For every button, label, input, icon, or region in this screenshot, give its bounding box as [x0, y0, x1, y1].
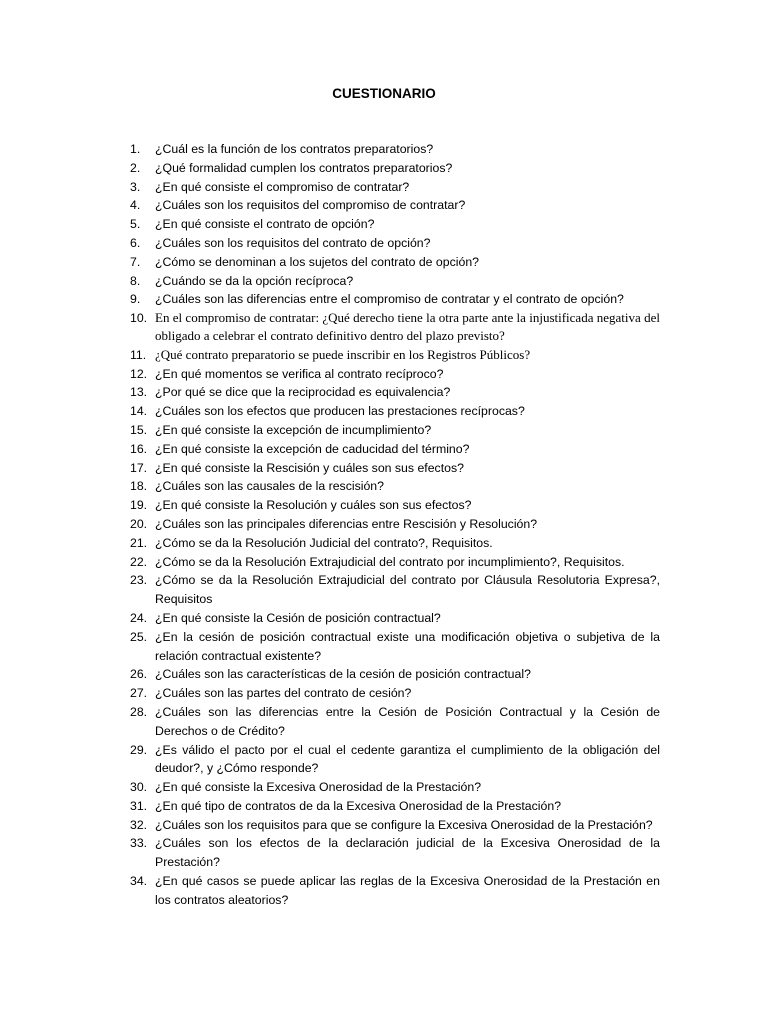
question-item: [130, 253, 660, 272]
question-item: [130, 140, 660, 159]
question-number: 5.: [130, 217, 141, 232]
question-number: 27.: [130, 686, 148, 701]
question-text: ¿Cuáles son las características de la cesión de posición contractual?: [155, 667, 531, 682]
question-item: [130, 665, 660, 684]
question-item: [130, 741, 660, 779]
question-text: ¿Cuáles son las diferencias entre la Cesión de Posición Contractual y la Cesión de Derechos o de Crédito?: [155, 704, 660, 738]
question-item: [130, 440, 660, 459]
question-list: [130, 140, 660, 910]
question-text: En el compromiso de contratar: ¿Qué derecho tiene la otra parte ante la injustificada negativa del obligado a celebrar el contrato definitivo dentro del plazo previsto?: [155, 310, 660, 344]
question-item: [130, 178, 660, 197]
question-number: 28.: [130, 704, 148, 719]
question-text: ¿En qué consiste la Cesión de posición contractual?: [155, 610, 441, 625]
question-text: ¿En qué momentos se verifica al contrato recíproco?: [155, 366, 444, 381]
question-number: 12.: [130, 366, 148, 381]
question-text: ¿Cuáles son los requisitos para que se configure la Excesiva Onerosidad de la Prestación?: [155, 817, 653, 832]
question-text: ¿Cuáles son las causales de la rescisión?: [155, 479, 384, 494]
question-number: 21.: [130, 535, 148, 550]
question-item: [130, 159, 660, 178]
question-number: 31.: [130, 798, 148, 813]
question-number: 22.: [130, 554, 148, 569]
question-number: 14.: [130, 404, 148, 419]
question-text: ¿Cómo se denominan a los sujetos del contrato de opción?: [155, 254, 480, 269]
question-text: ¿Cómo se da la Resolución Extrajudicial del contrato por incumplimiento?, Requisitos.: [155, 554, 625, 569]
question-number: 17.: [130, 460, 148, 475]
question-number: 26.: [130, 667, 148, 682]
question-item: [130, 272, 660, 291]
question-item: [130, 609, 660, 628]
question-item: [130, 383, 660, 402]
question-text: ¿En qué consiste el contrato de opción?: [155, 217, 375, 232]
question-text: ¿Cómo se da la Resolución Judicial del contrato?, Requisitos.: [155, 535, 493, 550]
question-number: 30.: [130, 780, 148, 795]
question-item: [130, 515, 660, 534]
question-number: 24.: [130, 610, 148, 625]
question-item: [130, 816, 660, 835]
question-item: [130, 309, 660, 346]
question-number: 1.: [130, 142, 141, 156]
question-number: 7.: [130, 254, 141, 269]
question-number: 2.: [130, 160, 141, 175]
question-number: 25.: [130, 629, 148, 644]
question-item: [130, 553, 660, 572]
question-item: [130, 459, 660, 478]
question-item: [130, 684, 660, 703]
question-text: ¿Qué formalidad cumplen los contratos preparatorios?: [155, 160, 453, 175]
question-number: 20.: [130, 516, 148, 531]
question-text: ¿En qué tipo de contratos de da la Excesiva Onerosidad de la Prestación?: [155, 798, 562, 813]
question-text: ¿En qué consiste la Resolución y cuáles son sus efectos?: [155, 498, 472, 513]
question-text: ¿Cómo se da la Resolución Extrajudicial del contrato por Cláusula Resolutoria Expresa?, Requisitos: [155, 573, 660, 607]
question-number: 6.: [130, 235, 141, 250]
question-item: [130, 421, 660, 440]
question-text: ¿Es válido el pacto por el cual el cedente garantiza el cumplimiento de la obligación del deudor?, y ¿Cómo responde?: [155, 742, 660, 776]
question-text: ¿Cuáles son los efectos que producen las prestaciones recíprocas?: [155, 404, 525, 419]
question-number: 11.: [130, 347, 147, 362]
question-number: 16.: [130, 441, 148, 456]
question-item: [130, 628, 660, 666]
question-item: [130, 496, 660, 515]
question-text: ¿Cuáles son los requisitos del compromiso de contratar?: [155, 198, 466, 213]
question-item: [130, 534, 660, 553]
question-item: [130, 797, 660, 816]
question-item: [130, 477, 660, 496]
question-text: ¿En qué consiste la excepción de caducidad del término?: [155, 441, 470, 456]
question-number: 10.: [130, 311, 148, 326]
page-title: CUESTIONARIO: [332, 86, 436, 101]
question-text: ¿En la cesión de posición contractual existe una modificación objetiva o subjetiva de la relación contractual existente?: [155, 629, 660, 663]
question-item: [130, 703, 660, 741]
question-text: ¿Qué contrato preparatorio se puede inscribir en los Registros Públicos?: [155, 346, 531, 362]
question-item: [130, 290, 660, 309]
question-number: 34.: [130, 874, 148, 889]
question-number: 32.: [130, 817, 148, 832]
question-number: 8.: [130, 273, 141, 288]
question-text: ¿Cuáles son los efectos de la declaración judicial de la Excesiva Onerosidad de la Prestación?: [155, 836, 660, 870]
question-item: [130, 196, 660, 215]
question-number: 9.: [130, 292, 141, 307]
question-item: [130, 872, 660, 910]
question-text: ¿En qué casos se puede aplicar las reglas de la Excesiva Onerosidad de la Prestación en los contratos aleatorios?: [155, 874, 660, 907]
question-item: [130, 234, 660, 253]
question-text: ¿Cuál es la función de los contratos preparatorios?: [155, 142, 434, 156]
question-number: 3.: [130, 179, 141, 194]
question-text: ¿Cuáles son las partes del contrato de cesión?: [155, 686, 412, 701]
question-item: [130, 834, 660, 872]
question-text: ¿En qué consiste la Rescisión y cuáles son sus efectos?: [155, 460, 464, 475]
question-number: 15.: [130, 422, 148, 437]
question-text: ¿En qué consiste el compromiso de contratar?: [155, 179, 410, 194]
question-number: 19.: [130, 498, 148, 513]
question-item: [130, 402, 660, 421]
question-item: [130, 346, 660, 365]
question-item: [130, 365, 660, 384]
question-item: [130, 571, 660, 609]
question-text: ¿Cuáles son las principales diferencias entre Rescisión y Resolución?: [155, 516, 538, 531]
question-text: ¿En qué consiste la excepción de incumplimiento?: [155, 422, 432, 437]
question-text: ¿Cuáles son los requisitos del contrato de opción?: [155, 235, 431, 250]
question-text: ¿Por qué se dice que la reciprocidad es equivalencia?: [155, 385, 451, 400]
question-number: 18.: [130, 479, 148, 494]
question-number: 23.: [130, 573, 148, 588]
question-item: [130, 215, 660, 234]
question-number: 4.: [130, 198, 141, 213]
question-number: 33.: [130, 836, 148, 851]
question-number: 29.: [130, 742, 148, 757]
question-text: ¿En qué consiste la Excesiva Onerosidad de la Prestación?: [155, 780, 482, 795]
question-number: 13.: [130, 385, 148, 400]
question-text: ¿Cuándo se da la opción recíproca?: [155, 273, 354, 288]
question-text: ¿Cuáles son las diferencias entre el compromiso de contratar y el contrato de opción?: [155, 292, 624, 307]
question-item: [130, 778, 660, 797]
